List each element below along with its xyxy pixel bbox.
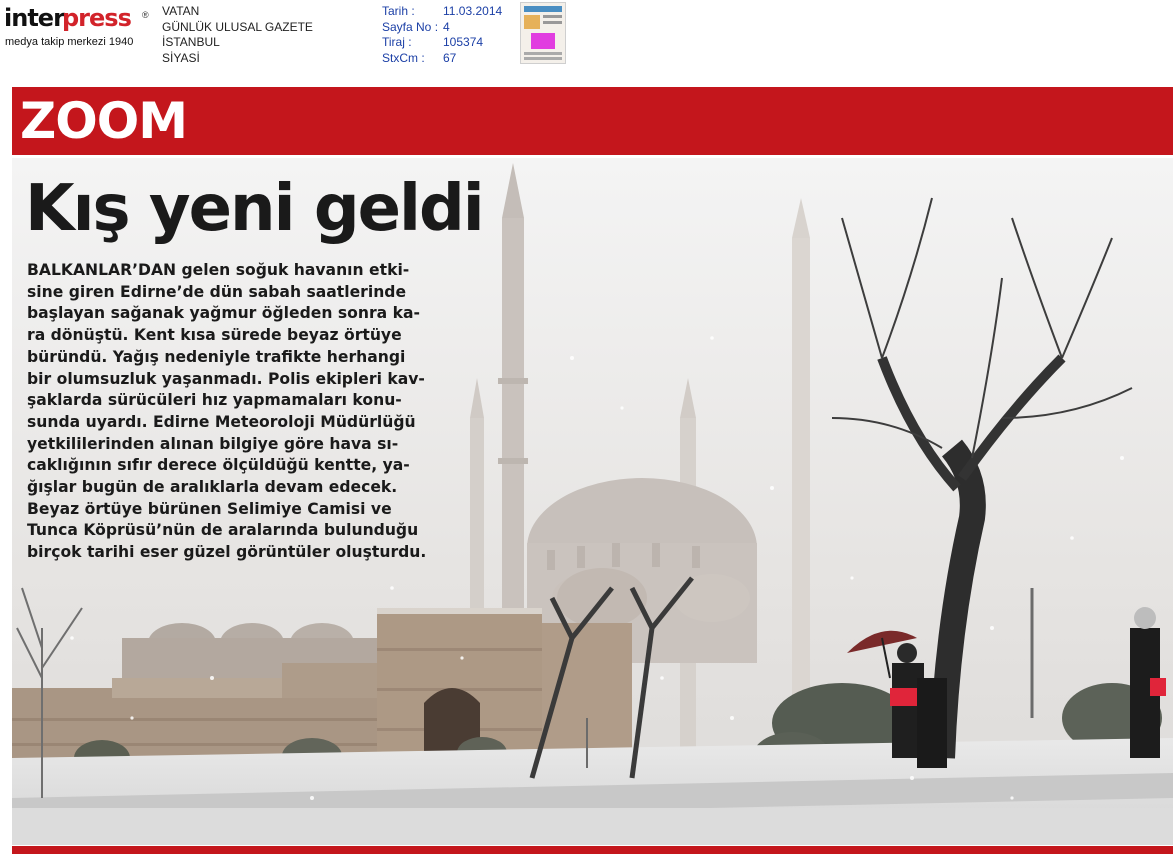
article-headline: Kış yeni geldi [25,172,483,246]
body-line: büründü. Yağış nedeniyle trafikte herhangi [27,347,406,366]
meta-label: Tiraj : [382,35,412,49]
body-line: sine giren Edirne’de dün sabah saatlerinde [27,282,407,301]
bottom-rule [12,846,1173,854]
body-line: şaklarda sürücüleri hız yapmamaları konu- [27,391,402,410]
publication-city: İSTANBUL [162,35,220,49]
publication-category: SİYASİ [162,50,200,65]
section-title: ZOOM [20,92,188,150]
publication-type: GÜNLÜK ULUSAL GAZETE [162,19,313,34]
meta-value: 4 [443,19,450,34]
publication-name: VATAN [162,4,200,18]
meta-value: 11.03.2014 [443,4,503,18]
body-line: caklığının sıfır derece ölçüldüğü kentte, ya- [27,456,410,475]
meta-row-date [382,4,522,20]
article-body [27,260,427,564]
clipping-header [0,0,1174,86]
body-line: sunda uyardı. Edirne Meteoroloji Müdürlüğü [27,412,416,431]
logo-tagline: medya takip merkezi 1940 [5,36,134,48]
meta-label: Tarih : [382,4,415,18]
body-line: bir olumsuzluk yaşanmadı. Polis ekipleri kav- [27,369,425,388]
meta-row-circulation [382,35,522,51]
clipping-meta [382,4,522,66]
body-line: ra dönüştü. Kent kısa sürede beyaz örtüye [27,326,402,345]
meta-row-page [382,20,522,36]
section-banner [12,87,1173,155]
body-line: yetkililerinden alınan bilgiye göre hava sı- [27,434,399,453]
logo-word-press: press [62,4,131,32]
meta-label: StxCm : [382,50,425,65]
body-line: Tunca Köprüsü’nün de aralarında bulunduğu [27,521,419,540]
meta-value: 67 [443,50,457,65]
registered-mark: ® [142,10,149,20]
meta-label: Sayfa No : [382,19,439,34]
body-line: birçok tarihi eser güzel görüntüler oluşturdu. [27,543,427,562]
page-thumbnail[interactable] [520,2,566,64]
body-line: BALKANLAR’DAN gelen soğuk havanın etki- [27,261,410,279]
interpress-logo [4,4,154,52]
body-line: ğışlar bugün de aralıklarla devam edecek. [27,478,398,497]
logo-word-inter: inter [4,4,64,32]
publication-info [162,4,313,66]
body-line: başlayan sağanak yağmur öğleden sonra ka- [27,304,420,323]
meta-row-stxcm [382,51,522,67]
body-line: Beyaz örtüye bürünen Selimiye Camisi ve [27,499,392,518]
meta-value: 105374 [443,35,484,49]
